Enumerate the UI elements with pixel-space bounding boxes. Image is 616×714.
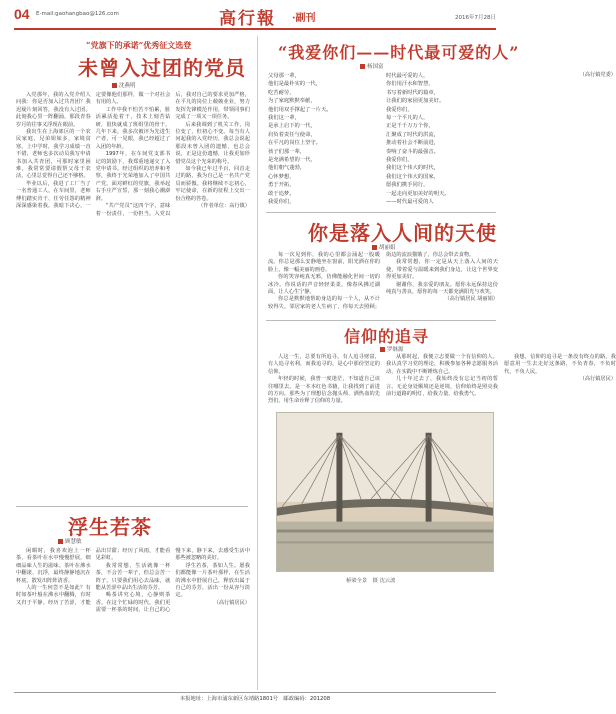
poem-line: 一起走向更加美好的明天。 xyxy=(386,190,450,197)
byline-marker-icon xyxy=(360,64,365,69)
article2-title: 你是落入人间的天使 xyxy=(308,221,497,245)
poem-line: 奏响了奋斗的最强音。 xyxy=(386,148,439,155)
article2-paragraph: 你总是默默地帮助身边的每一个人，从不计较得失。邻居家的老人生病了，你每天去照顾；街边的流浪猫饿了，你总会带去食物。 xyxy=(268,252,475,310)
poem-line: 父母那一辈， xyxy=(268,73,300,79)
poem-line: ——时代最可爱的人 xyxy=(386,199,434,206)
poem-line: 他们朝气蓬勃， xyxy=(268,165,306,172)
page-footer: 本报地址：上海市浦东新区东靖路1801号 邮政编码：201208 xyxy=(14,692,496,704)
poem1-body xyxy=(268,72,616,210)
article4-paragraph: 浮生若茶，茶如人生。愿我们都能像一片茶叶那样，在生活的沸水中舒展自己，释放出属于自己的芬芳，活出一份从容与淡定。 xyxy=(175,562,250,599)
poem-line: 吃苦耐劳， xyxy=(268,89,295,96)
article1-kicker: “党旗下的承诺”优秀征文选登 xyxy=(86,40,192,50)
article1-paragraph: 我出生在上海郊区的一个农民家庭，兄弟姐妹多，家境贫寒。上中学时，我学习成绩一直不错，老师也多次动员我写申请书加入共青团，可那时家里困难，我常常要请假帮父母干农活，心里总觉得自己还不够格。 xyxy=(16,129,91,180)
article4-title: 浮生若茶 xyxy=(68,515,152,539)
email-address: E-mail:gaohangbao@126.com xyxy=(36,11,119,17)
poem-line: 让我们的家园更加美好。 xyxy=(386,98,445,105)
masthead-title: 高行報 xyxy=(219,9,276,29)
article4-byline: 顾慧敏 xyxy=(58,537,82,545)
article3-paragraph: 我想，信仰的追寻是一条没有终点的路。我愿意用一生去走好这条路，不负青春，不负时代，不负人民。 xyxy=(504,354,616,375)
article2-paragraph: 谢谢你，我亲爱的朋友。愿你永远保持这份纯真与善良，愿你的每一天都充满阳光与欢笑。 xyxy=(386,281,498,296)
column-divider xyxy=(257,36,258,690)
poem-line: 是承上启下的一代， xyxy=(268,123,316,130)
article4-paragraph: 我常常想，生活就像一杯茶，不会苦一辈子，但总会苦一阵子。只要我们用心去品味，就能从苦涩中品出生活的芬芳。 xyxy=(95,562,171,592)
section-rule xyxy=(266,320,496,321)
article4-paragraph: 闲暇时，我喜欢泡上一杯茶，看茶叶在水中慢慢舒展，细细品味人生的滋味。茶叶在沸水中翻滚、沉浮，最终静静地沉在杯底，散发出阵阵清香。 xyxy=(16,548,91,584)
poem-line: 汇聚成了时代的洪流， xyxy=(386,131,439,138)
poem-line: 正是千千万万个你， xyxy=(386,123,434,130)
article2-byline: 胡丽娟 xyxy=(372,243,396,251)
issue-date: 2016年7月28日 xyxy=(455,15,496,21)
page-header xyxy=(14,4,496,30)
poem1-byline: 杨国富 xyxy=(360,62,384,70)
bridge-photo xyxy=(276,412,494,572)
article4-paragraph: 人的一生何尝不是如此？有时如茶叶般在沸水中翻腾，有时又归于平静。经历了苦涩，才能品出甘甜；经历了风雨，才能看见彩虹。 xyxy=(16,548,171,606)
poem-line: 我爱你们， xyxy=(386,106,413,113)
article1-paragraph: “共产党员”这四个字，意味着一份责任，一份担当。入党以后，我对自己的要求更加严格，在平凡的岗位上兢兢业业，努力发挥先锋模范作用，带领同事们完成了一项又一项任务。 xyxy=(95,92,250,217)
article4-body xyxy=(16,548,250,680)
bridge-image xyxy=(277,413,493,571)
poem-line: 肩负着责任与使命， xyxy=(268,131,316,138)
article3-byline: 罗继源 xyxy=(380,345,404,353)
article2-signature: （高行镇居民 胡丽娟） xyxy=(444,296,498,303)
photo-caption: 桥梁全景 摄 沈云波 xyxy=(346,578,396,584)
article1-author-note: （作者单位：高行镇） xyxy=(198,203,250,210)
article3-paragraph: 年轻的时候，我曾一度迷茫，不知道自己该往哪里去。是一本本红色书籍，让我找到了前进的方向。那些为了理想信念抛头颅、洒热血的先烈们，用生命诠释了信仰的力量。 xyxy=(268,376,380,405)
poem-line: 在平凡的岗位上坚守。 xyxy=(268,140,321,147)
article4-signature: （高行镇居民） xyxy=(213,599,250,606)
poem-line: 推动着社会不断前进， xyxy=(386,140,439,147)
article2-paragraph: 你的笑容纯真无邪，仿佛能融化世间一切的冰冷。你说话的声音轻轻柔柔，像春风拂过湖面，让人心生宁静。 xyxy=(268,274,380,296)
poem-line: 他们用双手撑起了一片天。 xyxy=(268,106,332,113)
byline-marker-icon xyxy=(380,347,385,352)
poem1-signature: （高行镇党委） xyxy=(579,72,616,78)
poem-line: 书写着新时代的篇章， xyxy=(386,89,439,96)
article4-paragraph: 喝茶讲究心境，心静则茶香。在这个忙碌的时代，我们更需要一杯茶的时间，让自己的心慢下来，静下来，去感受生活中那些被忽略的美好。 xyxy=(95,548,250,614)
poem-line: 你们用汗水和智慧， xyxy=(386,81,434,88)
byline-marker-icon xyxy=(372,245,377,250)
article2-paragraph: 我常常想，你一定是从天上落入人间的天使，带着爱与温暖来到我们身边，让这个世界变得更加美好。 xyxy=(386,259,498,281)
poem-line: 我们这一辈， xyxy=(268,115,300,122)
article3-signature: （高行镇居民） xyxy=(579,376,616,383)
poem-line: 我们这个伟大的国家， xyxy=(386,173,439,180)
poem-line: 心怀梦想， xyxy=(268,173,295,180)
section-rule xyxy=(266,212,496,213)
article2-body xyxy=(268,252,498,318)
article3-paragraph: 从那时起，我便立志要做一个有信仰的人。我认真学习党的理论，积极参加各种志愿服务活动，在实践中不断锤炼自己。 xyxy=(386,354,498,375)
poem-line: 愿我们携手同行， xyxy=(386,182,429,189)
article1-paragraph: 如今我已年过半百，回首走过的路，我为自己是一名共产党员而骄傲。我将继续不忘初心，牢记使命，在新的征程上交出一份合格的答卷。 xyxy=(175,166,250,202)
section-name: ·副刊 xyxy=(292,13,316,24)
article1-paragraph: 1997年，在车间党支部书记的鼓励下，我郑重地递交了入党申请书。经过组织的培养和考察，我终于光荣地加入了中国共产党。面对鲜红的党旗，我举起右手庄严宣誓，那一刻我心潮澎湃。 xyxy=(95,151,171,202)
poem-line: 每一个平凡的人， xyxy=(386,115,429,122)
article1-byline: 沈燕明 xyxy=(112,81,136,89)
article1-title: 未曾入过团的党员 xyxy=(78,56,246,80)
article3-body xyxy=(268,354,616,408)
section-rule xyxy=(16,506,248,507)
poem-line: 我爱你们， xyxy=(268,199,295,206)
article1-paragraph: 毕业以后，我进了工厂当了一名普通工人。在车间里，老师傅们踏实肯干、任劳任怨的精神深深感染着我。我暗下决心，一定要像他们那样，做一个对社会有用的人。 xyxy=(16,92,171,210)
poem-line: 我爱你们， xyxy=(386,157,413,164)
page-number: 04 xyxy=(14,6,30,22)
byline-marker-icon xyxy=(112,83,117,88)
article1-paragraph: 入党那年，我的入党介绍人问我：你是否加入过共青团？我迟疑片刻回答，我没有入过团。此刻我心里一阵翻涌，那段青春岁月的往事又浮现在眼前。 xyxy=(16,92,91,128)
poem-line: 时代最可爱的人， xyxy=(386,73,429,79)
poem-line: 孩子们那一辈， xyxy=(268,148,306,155)
poem-line: 我们这个伟大的时代， xyxy=(386,165,439,172)
poem-line: 敢于追梦。 xyxy=(268,190,295,197)
poem-line: 勇于开拓， xyxy=(268,182,295,189)
article2-paragraph: 每一次见到你，我的心里都会涌起一股暖流。你总是那么安静地坐在窗前，阳光洒在你的脸上，像一幅美丽的画卷。 xyxy=(268,252,380,273)
article1-body xyxy=(16,92,250,502)
poem-line: 是充满希望的一代， xyxy=(268,157,316,164)
article1-paragraph: 后来我调到了机关工作，岗位变了，但初心不变。每当有人问起我的入党经历，我总会说起那段未曾入团的遗憾，也总会说，正是这份遗憾，让我更加珍惜党员这个光荣的称号。 xyxy=(175,121,250,165)
article3-paragraph: 人这一生，总要有所追寻。有人追寻财富，有人追寻名利，而我追寻的，是心中那份坚定的信仰。 xyxy=(268,354,380,375)
article3-title: 信仰的追寻 xyxy=(344,327,430,346)
article3-paragraph: 几十年过去了，我始终没有忘记当初的誓言。无论身处顺境还是逆境，信仰始终是照亮我前行道路的明灯，给我力量，给我勇气。 xyxy=(386,376,498,398)
byline-marker-icon xyxy=(58,539,63,544)
poem-line: 他们是最朴实的一代， xyxy=(268,81,321,88)
article1-paragraph: 工作中我不怕苦不怕累，脏活累活抢着干，技术上刻苦钻研，很快就成了班组里的骨干。几年下来，我多次被评为先进生产者，可一晃眼，我已经超过了入团的年龄。 xyxy=(95,106,171,150)
poem-line: 为了家庭默默奉献， xyxy=(268,98,316,105)
poem1-title: “我爱你们——时代最可爱的人” xyxy=(278,43,520,62)
